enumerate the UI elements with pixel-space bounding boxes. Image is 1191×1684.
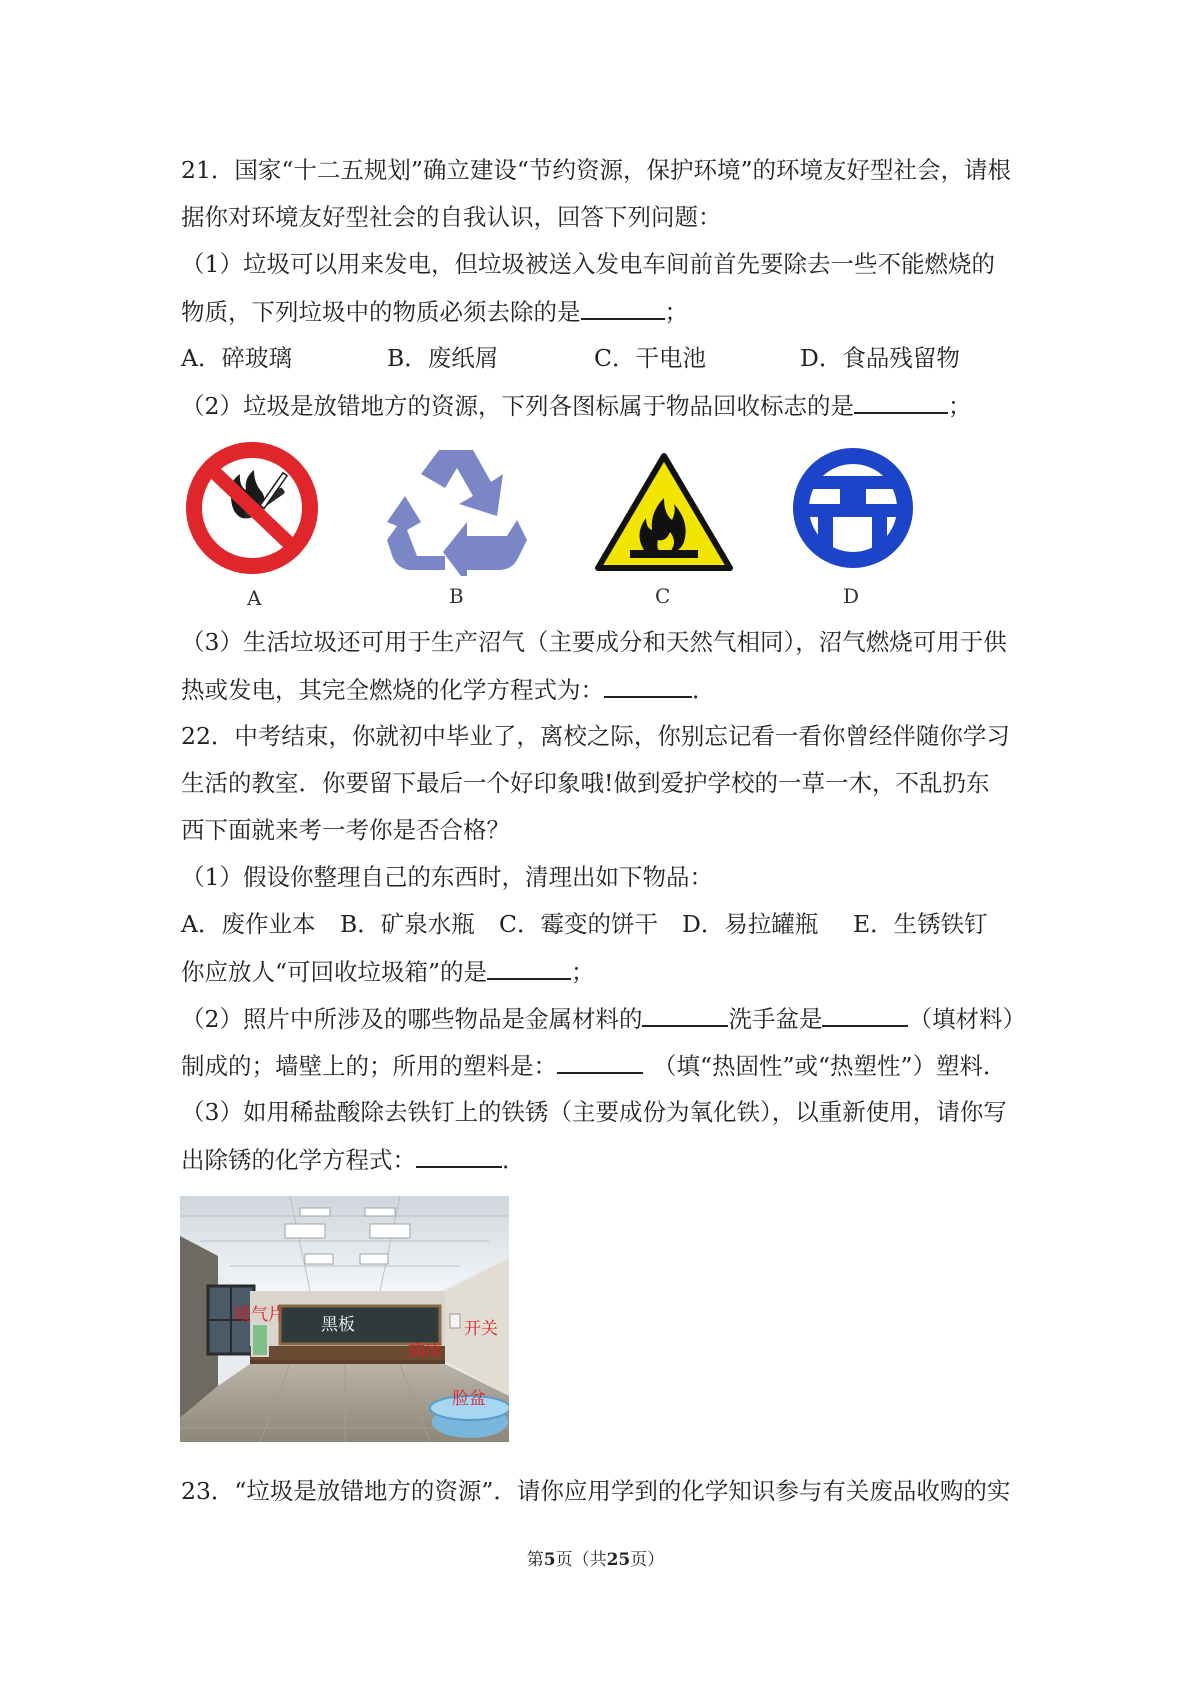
q22-part3-line2 <box>181 1144 1017 1175</box>
q22-option-a: A．废作业本 <box>181 910 316 938</box>
q21-part1-punct: ； <box>664 298 688 326</box>
q22-option-e: E．生锈铁钉 <box>853 910 988 938</box>
q22-line1: 22．中考结束，你就初中毕业了，离校之际，你别忘记看一看你曾经伴随你学习 <box>181 722 1010 750</box>
sign-label-c: C <box>655 584 671 608</box>
q22-part2-line2 <box>181 1050 1017 1081</box>
q21-part2-line <box>181 390 1017 421</box>
flammable-warning-icon <box>594 452 734 574</box>
q22-part2-text-e: （填“热固性”或“热塑性”）塑料． <box>653 1052 1007 1080</box>
q21-part2-text: （2）垃圾是放错地方的资源，下列各图标属于物品回收标志的是 <box>181 392 854 420</box>
q21-line1: 21．国家“十二五规划”确立建设“节约资源，保护环境”的环境友好型社会，请根 <box>181 156 1011 184</box>
q21-part3-punct: ． <box>692 676 716 704</box>
q22-line3: 西下面就来考一考你是否合格？ <box>181 816 510 844</box>
q21-part2-punct: ； <box>947 392 972 420</box>
q21-part1-line1: （1）垃圾可以用来发电，但垃圾被送入发电车间前首先要除去一些不能燃烧的 <box>181 250 995 278</box>
q22-part1-line3 <box>181 956 1017 987</box>
q22-part2-text-b: 洗手盆是 <box>728 1005 823 1033</box>
no-fire-sign-icon <box>184 440 320 576</box>
classroom-photo <box>180 1196 509 1442</box>
recycle-symbol-icon <box>387 444 527 576</box>
photo-label-socket: 插座 <box>408 1341 442 1361</box>
q22-part3-punct: ． <box>502 1146 526 1174</box>
answer-blank <box>557 1050 643 1074</box>
answer-blank <box>487 956 571 980</box>
q22-part1-punct: ； <box>571 958 595 986</box>
q22-option-d: D．易拉罐瓶 <box>682 910 819 938</box>
q21-options <box>181 343 1017 373</box>
q21-option-a: A．碎玻璃 <box>181 344 292 372</box>
sign-label-b: B <box>449 584 464 608</box>
q22-part1-text: 你应放人“可回收垃圾箱”的是 <box>181 958 488 986</box>
page-footer <box>0 1545 1191 1570</box>
sign-label-a: A <box>247 586 262 610</box>
answer-blank <box>854 390 948 414</box>
footer-post: 页） <box>630 1550 665 1570</box>
photo-label-blackboard: 黑板 <box>321 1315 355 1335</box>
q21-part3-text: 热或发电，其完全燃烧的化学方程式为： <box>181 676 604 704</box>
photo-label-radiator: 暖气片 <box>234 1305 285 1325</box>
q21-option-d: D．食品残留物 <box>800 344 960 372</box>
answer-blank <box>581 296 665 320</box>
q22-options <box>181 909 1017 939</box>
q21-line2: 据你对环境友好型社会的自我认识，回答下列问题： <box>181 203 722 231</box>
station-circle-icon <box>790 444 916 576</box>
answer-blank <box>642 1003 728 1027</box>
q23-line1: 23．“垃圾是放错地方的资源”．请你应用学到的化学知识参与有关废品收购的实 <box>181 1477 1011 1505</box>
q21-part1-line2 <box>181 296 1017 327</box>
sign-label-d: D <box>843 584 860 608</box>
q22-part3-line1: （3）如用稀盐酸除去铁钉上的铁锈（主要成份为氧化铁），以重新使用，请你写 <box>181 1098 1007 1126</box>
q22-option-c: C．霉变的饼干 <box>499 910 658 938</box>
q21-part3-line2 <box>181 674 1017 705</box>
q21-part3-line1: （3）生活垃圾还可用于生产沼气（主要成分和天然气相同），沼气燃烧可用于供 <box>181 628 1007 656</box>
answer-blank <box>416 1144 502 1168</box>
q22-part2-text-d: 制成的；墙壁上的；所用的塑料是： <box>181 1052 557 1080</box>
photo-label-switch: 开关 <box>464 1319 498 1339</box>
answer-blank <box>604 674 692 698</box>
footer-total-pages: 25 <box>606 1550 631 1570</box>
q22-part1-line1: （1）假设你整理自己的东西时，清理出如下物品： <box>181 863 713 891</box>
q22-option-b: B．矿泉水瓶 <box>340 910 475 938</box>
q22-line2: 生活的教室．你要留下最后一个好印象哦!做到爱护学校的一草一木，不乱扔东 <box>181 769 990 797</box>
q22-part2-line1 <box>181 1003 1026 1034</box>
footer-page-number: 5 <box>543 1550 556 1570</box>
q22-part2-text-c: （填材料） <box>908 1005 1026 1033</box>
footer-pre: 第 <box>526 1550 544 1570</box>
q21-option-c: C．干电池 <box>594 344 706 372</box>
q22-part2-text-a: （2）照片中所涉及的哪些物品是金属材料的 <box>181 1005 643 1033</box>
answer-blank <box>822 1003 908 1027</box>
photo-label-basin: 脸盆 <box>452 1389 486 1409</box>
q22-part3-text: 出除锈的化学方程式： <box>181 1146 416 1174</box>
footer-mid: 页（共 <box>555 1550 607 1570</box>
q21-part1-text: 物质，下列垃圾中的物质必须去除的是 <box>181 298 581 326</box>
q21-option-b: B．废纸屑 <box>387 344 499 372</box>
